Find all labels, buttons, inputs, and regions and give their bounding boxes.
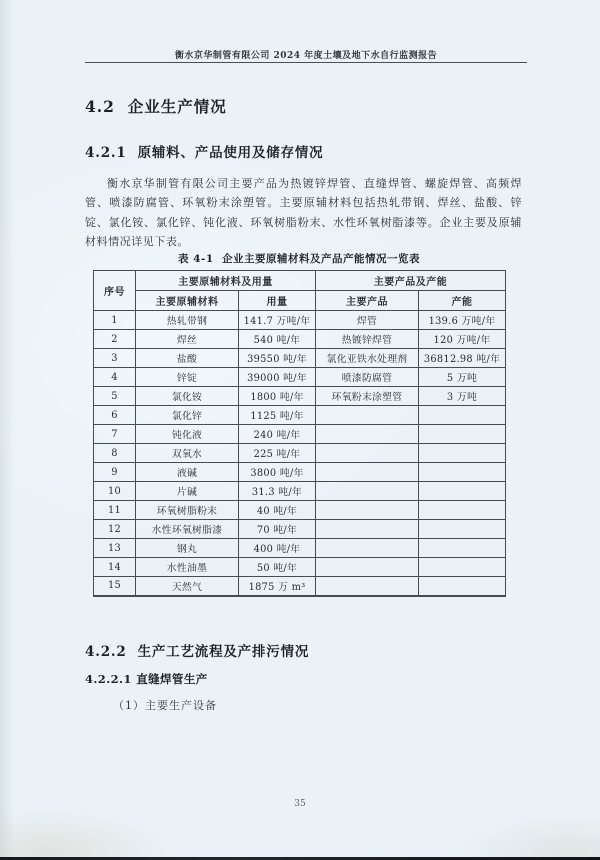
table-row: [94, 501, 506, 520]
cell-product: 氯化亚铁水处理剂: [316, 349, 419, 368]
cell-material: 钝化液: [136, 425, 239, 444]
table-row: [94, 463, 506, 482]
table-row: [94, 330, 506, 349]
section-heading-4-2-2: 4.2.2 生产工艺流程及产排污情况: [85, 644, 310, 660]
cell-material: 热轧带钢: [136, 311, 239, 330]
cell-no: 11: [94, 501, 136, 520]
cell-amount: 1875 万 m³: [239, 577, 316, 596]
cell-material: 盐酸: [136, 349, 239, 368]
cell-amount: 40 吨/年: [239, 501, 316, 520]
running-header: 衡水京华制管有限公司 2024 年度土壤及地下水自行监测报告: [174, 51, 438, 61]
cell-capacity: [419, 482, 506, 501]
cell-no: 4: [94, 368, 136, 387]
cell-capacity: [419, 444, 506, 463]
cell-material: 液碱: [136, 463, 239, 482]
cell-product: [316, 558, 419, 577]
materials-products-table: [93, 270, 506, 597]
cell-capacity: [419, 520, 506, 539]
table-header-row-sub: [94, 291, 506, 311]
cell-product: 焊管: [316, 311, 419, 330]
col-header-no: 序号: [94, 271, 136, 311]
table-row: [94, 539, 506, 558]
cell-capacity: [419, 558, 506, 577]
cell-no: 3: [94, 349, 136, 368]
page-number: 35: [294, 799, 306, 809]
table-title: 表 4-1 企业主要原辅材料及产品产能情况一览表: [178, 253, 420, 265]
cell-amount: 400 吨/年: [239, 539, 316, 558]
cell-amount: 31.3 吨/年: [239, 482, 316, 501]
section-heading-4-2-2-1: 4.2.2.1 直缝焊管生产: [85, 672, 208, 686]
table-row: [94, 425, 506, 444]
cell-amount: 3800 吨/年: [239, 463, 316, 482]
cell-no: 14: [94, 558, 136, 577]
cell-no: 5: [94, 387, 136, 406]
cell-amount: 1125 吨/年: [239, 406, 316, 425]
cell-capacity: [419, 463, 506, 482]
table-row: [94, 558, 506, 577]
table-header-row-groups: [94, 271, 506, 291]
cell-capacity: [419, 577, 506, 596]
cell-amount: 1800 吨/年: [239, 387, 316, 406]
cell-product: [316, 444, 419, 463]
cell-material: 水性油墨: [136, 558, 239, 577]
cell-product: 喷漆防腐管: [316, 368, 419, 387]
cell-product: 热镀锌焊管: [316, 330, 419, 349]
cell-capacity: [419, 406, 506, 425]
table-row: [94, 349, 506, 368]
header-rule: [85, 62, 527, 63]
cell-product: 环氧粉末涂塑管: [316, 387, 419, 406]
col-header-material: 主要原辅材料: [136, 291, 239, 311]
cell-no: 15: [94, 577, 136, 596]
cell-product: [316, 501, 419, 520]
col-header-product: 主要产品: [316, 291, 419, 311]
cell-no: 2: [94, 330, 136, 349]
cell-amount: 39550 吨/年: [239, 349, 316, 368]
table-row: [94, 406, 506, 425]
section-heading-4-2-1: 4.2.1 原辅料、产品使用及储存情况: [85, 145, 324, 161]
cell-material: 天然气: [136, 577, 239, 596]
cell-material: 锌锭: [136, 368, 239, 387]
cell-no: 6: [94, 406, 136, 425]
col-header-materials-group: 主要原辅材料及用量: [136, 271, 316, 291]
cell-product: [316, 482, 419, 501]
col-header-capacity: 产能: [419, 291, 506, 311]
table-row: [94, 577, 506, 596]
intro-paragraph: 衡水京华制管有限公司主要产品为热镀锌焊管、直缝焊管、螺旋焊管、高频焊管、喷漆防腐管、环氧粉末涂塑管。主要原辅材料包括热轧带钢、焊丝、盐酸、锌锭、氯化铵、氯化锌、钝化液、环氧树脂粉末、水性环氧树脂漆等。企业主要及原辅材料情况详见下表。: [85, 177, 522, 248]
table-row: [94, 368, 506, 387]
cell-material: 片碱: [136, 482, 239, 501]
cell-capacity: 36812.98 吨/年: [419, 349, 506, 368]
table-row: [94, 482, 506, 501]
cell-amount: 70 吨/年: [239, 520, 316, 539]
list-item-main-equipment: （1）主要生产设备: [113, 699, 217, 712]
cell-product: [316, 406, 419, 425]
cell-product: [316, 463, 419, 482]
col-header-products-group: 主要产品及产能: [316, 271, 506, 291]
cell-no: 8: [94, 444, 136, 463]
cell-no: 9: [94, 463, 136, 482]
cell-no: 10: [94, 482, 136, 501]
col-header-amount: 用量: [239, 291, 316, 311]
cell-capacity: 3 万吨: [419, 387, 506, 406]
cell-material: 氯化锌: [136, 406, 239, 425]
section-heading-4-2: 4.2 企业生产情况: [85, 97, 227, 116]
cell-capacity: [419, 501, 506, 520]
table-row: [94, 444, 506, 463]
cell-product: [316, 577, 419, 596]
cell-amount: 50 吨/年: [239, 558, 316, 577]
cell-product: [316, 520, 419, 539]
cell-capacity: 139.6 万吨/年: [419, 311, 506, 330]
cell-product: [316, 539, 419, 558]
cell-material: 氯化铵: [136, 387, 239, 406]
cell-material: 双氧水: [136, 444, 239, 463]
cell-no: 13: [94, 539, 136, 558]
cell-amount: 240 吨/年: [239, 425, 316, 444]
cell-amount: 225 吨/年: [239, 444, 316, 463]
cell-capacity: [419, 425, 506, 444]
cell-capacity: 5 万吨: [419, 368, 506, 387]
cell-material: 焊丝: [136, 330, 239, 349]
cell-capacity: [419, 539, 506, 558]
cell-material: 水性环氧树脂漆: [136, 520, 239, 539]
cell-amount: 540 吨/年: [239, 330, 316, 349]
table-row: [94, 311, 506, 330]
cell-no: 7: [94, 425, 136, 444]
table-row: [94, 387, 506, 406]
cell-capacity: 120 万吨/年: [419, 330, 506, 349]
cell-no: 1: [94, 311, 136, 330]
cell-material: 环氧树脂粉末: [136, 501, 239, 520]
cell-product: [316, 425, 419, 444]
cell-amount: 141.7 万吨/年: [239, 311, 316, 330]
table-row: [94, 520, 506, 539]
cell-no: 12: [94, 520, 136, 539]
cell-amount: 39000 吨/年: [239, 368, 316, 387]
cell-material: 钢丸: [136, 539, 239, 558]
